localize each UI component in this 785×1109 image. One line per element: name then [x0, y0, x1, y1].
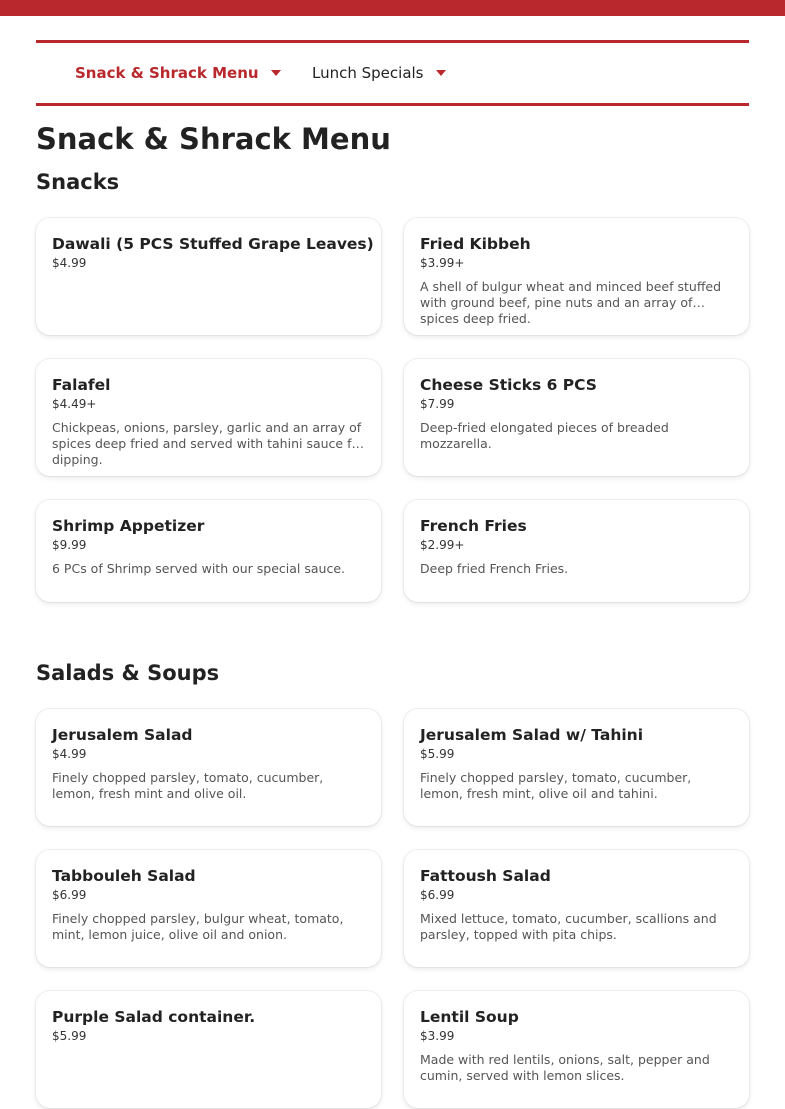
item-price: $7.99	[420, 397, 455, 411]
item-price: $6.99	[52, 888, 87, 902]
menu-item-card[interactable]	[36, 218, 381, 335]
item-description: Made with red lentils, onions, salt, pepper and cumin, served with lemon slices.	[420, 1052, 710, 1083]
menu-item-card[interactable]	[404, 500, 749, 602]
menu-tab-nav	[36, 40, 749, 106]
menu-item-card[interactable]	[404, 218, 749, 335]
item-price: $4.99	[52, 256, 87, 270]
menu-item-card[interactable]	[36, 359, 381, 476]
item-price: $5.99	[52, 1029, 87, 1043]
top-brand-bar	[0, 0, 785, 16]
menu-item-card[interactable]	[36, 709, 381, 826]
section-title-salads-soups: Salads & Soups	[36, 661, 220, 685]
item-description: Finely chopped parsley, tomato, cucumber, lemon, fresh mint, olive oil and tahini.	[420, 770, 692, 801]
tab-label: Snack & Shrack Menu	[75, 64, 259, 82]
item-description: Mixed lettuce, tomato, cucumber, scallions and parsley, topped with pita chips.	[420, 911, 717, 942]
item-name: Falafel	[52, 376, 111, 394]
item-price: $4.49+	[52, 397, 97, 411]
item-description: Deep-fried elongated pieces of breaded mozzarella.	[420, 420, 669, 451]
item-description: Finely chopped parsley, bulgur wheat, tomato, mint, lemon juice, olive oil and onion.	[52, 911, 344, 942]
item-name: Fattoush Salad	[420, 867, 551, 885]
item-name: Jerusalem Salad	[52, 726, 193, 744]
item-name: French Fries	[420, 517, 527, 535]
menu-item-card[interactable]	[404, 709, 749, 826]
item-description: Deep fried French Fries.	[420, 561, 569, 576]
item-description: Finely chopped parsley, tomato, cucumber, lemon, fresh mint and olive oil.	[52, 770, 324, 801]
menu-item-card[interactable]	[404, 359, 749, 476]
item-price: $2.99+	[420, 538, 465, 552]
tab-label: Lunch Specials	[312, 64, 424, 82]
page-title: Snack & Shrack Menu	[36, 122, 391, 156]
caret-down-icon	[271, 70, 281, 76]
item-description: A shell of bulgur wheat and minced beef stuffed with ground beef, pine nuts and an array of spices deep fried.	[420, 279, 722, 326]
item-name: Tabbouleh Salad	[52, 867, 196, 885]
section-title-snacks: Snacks	[36, 170, 120, 194]
item-price: $3.99+	[420, 256, 465, 270]
item-price: $4.99	[52, 747, 87, 761]
item-price: $9.99	[52, 538, 87, 552]
tab-lunch-specials[interactable]	[312, 43, 446, 103]
item-name: Lentil Soup	[420, 1008, 519, 1026]
item-description: Chickpeas, onions, parsley, garlic and an array of spices deep fried and served with tahini sauce for dipping.	[52, 420, 365, 467]
menu-item-card[interactable]	[36, 500, 381, 602]
item-name: Dawali (5 PCS Stuffed Grape Leaves)	[52, 235, 374, 253]
item-price: $6.99	[420, 888, 455, 902]
item-description: 6 PCs of Shrimp served with our special sauce.	[52, 561, 345, 576]
item-price: $5.99	[420, 747, 455, 761]
caret-down-icon	[436, 70, 446, 76]
item-name: Shrimp Appetizer	[52, 517, 205, 535]
menu-item-card[interactable]	[36, 850, 381, 967]
item-name: Fried Kibbeh	[420, 235, 531, 253]
tab-snack-shrack-menu[interactable]	[75, 43, 281, 103]
item-name: Cheese Sticks 6 PCS	[420, 376, 597, 394]
item-name: Jerusalem Salad w/ Tahini	[420, 726, 644, 744]
menu-item-card[interactable]	[404, 850, 749, 967]
menu-item-card[interactable]	[404, 991, 749, 1108]
item-price: $3.99	[420, 1029, 455, 1043]
menu-item-card[interactable]	[36, 991, 381, 1108]
item-name: Purple Salad container.	[52, 1008, 256, 1026]
